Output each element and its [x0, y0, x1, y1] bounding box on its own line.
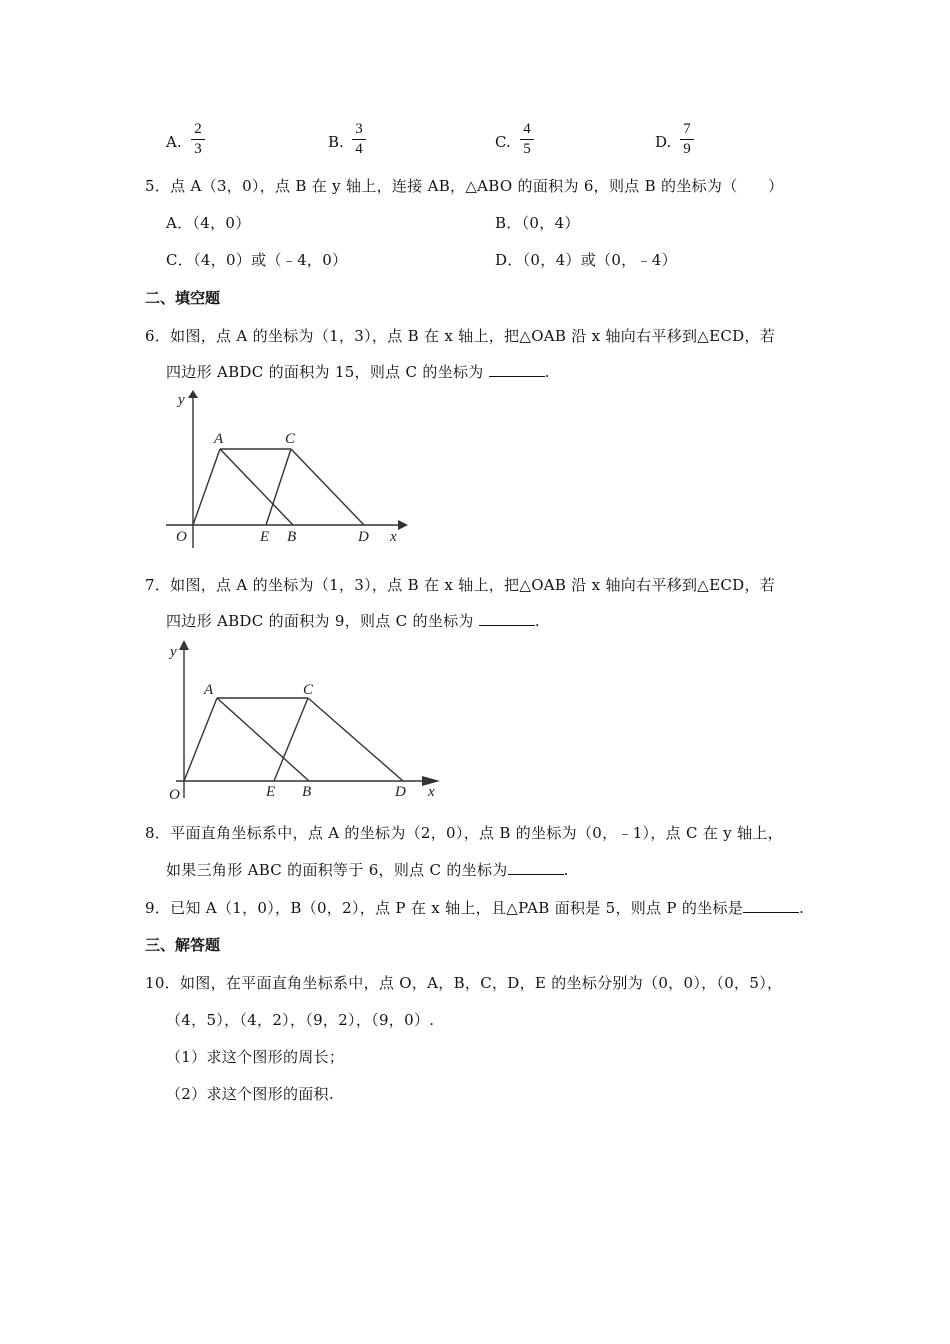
segment-cd: [308, 698, 403, 781]
q10-sub1: （1）求这个图形的周长；: [166, 1048, 345, 1066]
q5-stem: 5．点 A（3，0），点 B 在 y 轴上，连接 AB，△ABO 的面积为 6，则点 B 的坐标为（ ）: [145, 177, 784, 195]
q10-line2: （4，5），（4，2），（9，2），（9，0）.: [166, 1011, 435, 1029]
q5-option-b: B．（0，4）: [495, 214, 580, 232]
label-o: O: [169, 787, 180, 803]
fraction: [351, 121, 367, 158]
denominator: 4: [355, 141, 363, 157]
label-a: A: [204, 682, 214, 698]
answer-blank[interactable]: [479, 611, 535, 626]
answer-blank[interactable]: [743, 898, 799, 913]
x-arrow: [398, 520, 408, 530]
segment-ec: [266, 449, 291, 525]
denominator: 9: [683, 141, 691, 157]
denominator: 3: [194, 141, 202, 157]
option-letter: D.: [655, 133, 672, 151]
section-heading-solve: 三、解答题: [145, 936, 221, 954]
numerator: 3: [355, 121, 363, 137]
label-o: O: [176, 529, 187, 545]
segment-ab: [220, 449, 293, 525]
label-b: B: [287, 529, 297, 545]
y-arrow: [179, 640, 189, 650]
label-d: D: [358, 529, 369, 545]
q9-line1: [145, 897, 804, 918]
answer-blank[interactable]: [508, 860, 564, 875]
q8-line2: [166, 859, 569, 880]
q7-figure: [160, 638, 450, 810]
y-arrow: [188, 390, 198, 398]
label-c: C: [285, 431, 296, 447]
q5-option-c: C．（4，0）或（﹣4，0）: [166, 251, 348, 269]
numerator: 2: [194, 121, 202, 137]
fraction: [519, 121, 535, 158]
label-e: E: [266, 784, 276, 800]
segment-oa: [184, 698, 217, 781]
label-x: x: [428, 784, 435, 800]
q8-line2-text: 如果三角形 ABC 的面积等于 6，则点 C 的坐标为: [166, 861, 508, 879]
period: .: [563, 861, 569, 879]
period: .: [799, 899, 805, 917]
q5-option-a: A．（4，0）: [166, 214, 251, 232]
q10-line1: 10．如图，在平面直角坐标系中，点 O，A，B，C，D，E 的坐标分别为（0，0），（0，5），: [145, 974, 783, 992]
q8-line1: 8．平面直角坐标系中，点 A 的坐标为（2，0），点 B 的坐标为（0，﹣1），点 C 在 y 轴上，: [145, 824, 783, 842]
segment-ab: [217, 698, 309, 781]
q7-line1: 7．如图，点 A 的坐标为（1，3），点 B 在 x 轴上，把△OAB 沿 x 轴向右平移到△ECD，若: [145, 576, 776, 594]
fraction: [190, 121, 206, 158]
q6-line2-text: 四边形 ABDC 的面积为 15，则点 C 的坐标为: [166, 363, 484, 381]
label-b: B: [302, 784, 312, 800]
option-letter: C.: [495, 133, 511, 151]
segment-cd: [291, 449, 364, 525]
fraction: [679, 121, 695, 158]
period: .: [544, 363, 550, 381]
label-y: y: [178, 392, 185, 408]
q7-line2: [166, 610, 540, 631]
label-y: y: [170, 644, 177, 660]
option-letter: A.: [166, 133, 182, 151]
numerator: 7: [683, 121, 691, 137]
q6-line2: [166, 361, 550, 382]
label-c: C: [303, 682, 314, 698]
section-heading-fill-in: 二、填空题: [145, 289, 221, 307]
label-x: x: [390, 529, 397, 545]
q5-option-d: D．（0，4）或（0，﹣4）: [495, 251, 677, 269]
denominator: 5: [523, 141, 531, 157]
segment-oa: [193, 449, 220, 525]
q6-figure: [150, 388, 420, 553]
q10-sub2: （2）求这个图形的面积.: [166, 1085, 334, 1103]
label-e: E: [260, 529, 270, 545]
q9-text: 9．已知 A（1，0），B（0，2），点 P 在 x 轴上，且△PAB 面积是 5，则点 P 的坐标是: [145, 899, 744, 917]
numerator: 4: [523, 121, 531, 137]
label-a: A: [214, 431, 224, 447]
label-d: D: [395, 784, 406, 800]
period: .: [534, 612, 540, 630]
q6-line1: 6．如图，点 A 的坐标为（1，3），点 B 在 x 轴上，把△OAB 沿 x 轴向右平移到△ECD，若: [145, 327, 776, 345]
q7-line2-text: 四边形 ABDC 的面积为 9，则点 C 的坐标为: [166, 612, 474, 630]
segment-ec: [274, 698, 308, 781]
option-letter: B.: [328, 133, 344, 151]
answer-blank[interactable]: [489, 362, 545, 377]
